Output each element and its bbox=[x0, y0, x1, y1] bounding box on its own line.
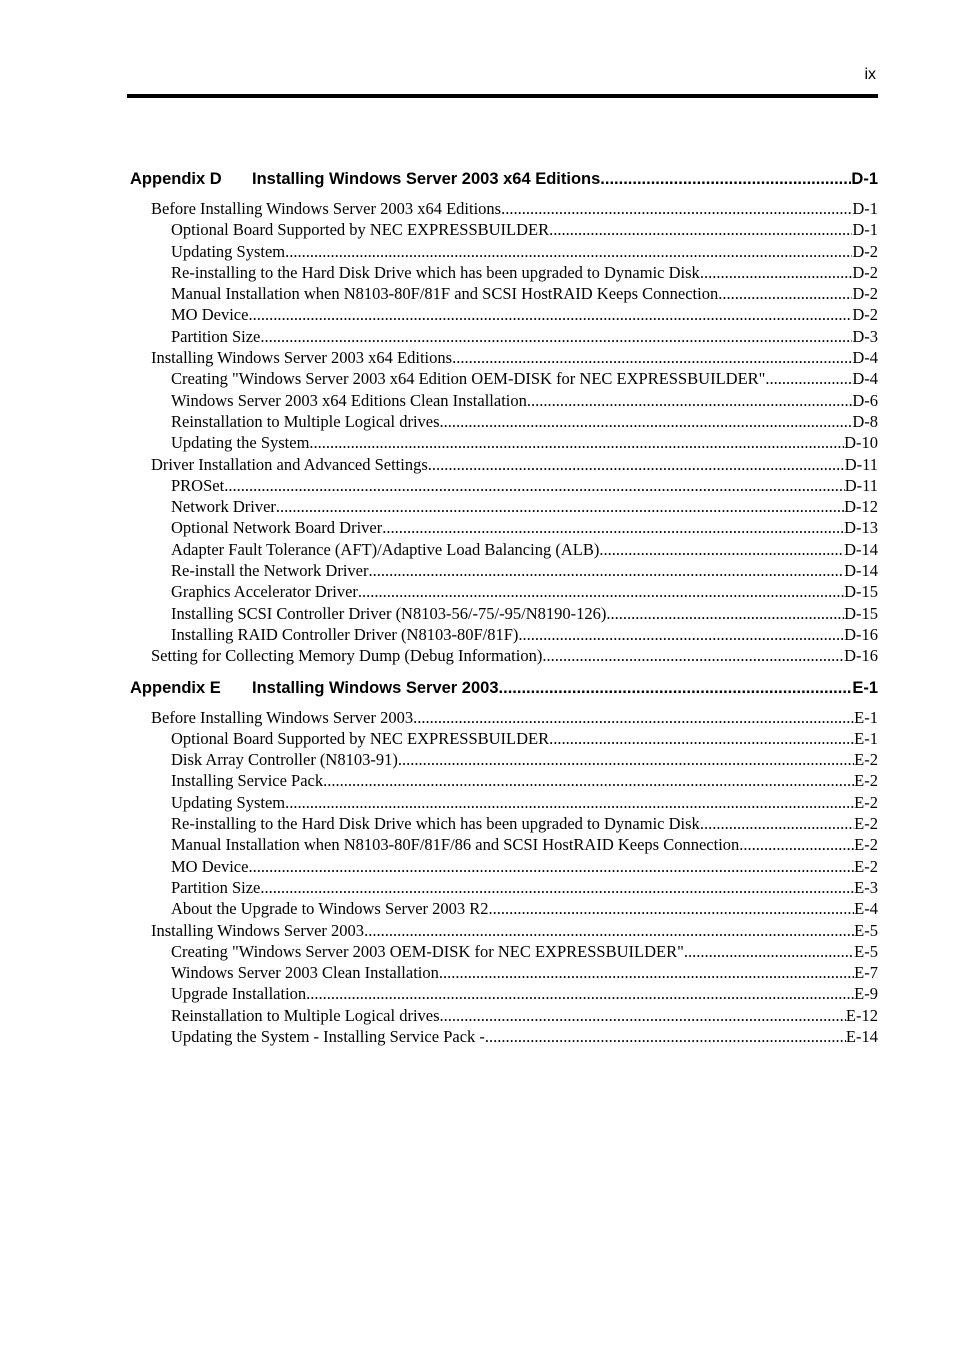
appendix-heading[interactable] bbox=[130, 166, 878, 192]
toc-entry-title: Optional Network Board Driver bbox=[171, 518, 383, 538]
dot-leader bbox=[549, 219, 852, 240]
toc-entry-title: Partition Size bbox=[171, 877, 261, 897]
dot-leader bbox=[718, 283, 852, 304]
toc-entry-page: E-2 bbox=[854, 835, 878, 855]
toc-entry-page: E-2 bbox=[854, 771, 878, 791]
toc-subsection-entry[interactable] bbox=[130, 728, 878, 749]
toc-entry-page: D-3 bbox=[852, 326, 878, 346]
toc-entry-page: D-11 bbox=[844, 454, 878, 474]
toc-entry-page: D-1 bbox=[852, 199, 878, 218]
toc-entry-page: D-4 bbox=[852, 369, 878, 389]
toc-subsection-entry[interactable] bbox=[130, 304, 878, 325]
dot-leader bbox=[542, 645, 844, 666]
toc-subsection-entry[interactable] bbox=[130, 898, 878, 919]
dot-leader bbox=[248, 304, 852, 325]
dot-leader bbox=[285, 241, 852, 262]
dot-leader bbox=[518, 624, 844, 645]
dot-leader bbox=[549, 728, 854, 749]
toc-subsection-entry[interactable] bbox=[130, 432, 878, 453]
toc-entry-title: Re-installing to the Hard Disk Drive which has been upgraded to Dynamic Disk bbox=[171, 262, 700, 282]
toc-entry-title: Manual Installation when N8103-80F/81F/86 and SCSI HostRAID Keeps Connection bbox=[171, 835, 740, 855]
toc-entry-page: E-2 bbox=[854, 792, 878, 812]
dot-leader bbox=[485, 1026, 846, 1047]
dot-leader bbox=[248, 856, 854, 877]
toc-entry-page: D-2 bbox=[852, 262, 878, 282]
page-number: ix bbox=[864, 66, 876, 83]
toc-subsection-entry[interactable] bbox=[130, 770, 878, 791]
toc-subsection-entry[interactable] bbox=[130, 496, 878, 517]
toc-subsection-entry[interactable] bbox=[130, 983, 878, 1004]
toc-section-entry[interactable] bbox=[130, 347, 878, 368]
toc-entry-title: Re-installing to the Hard Disk Drive which has been upgraded to Dynamic Disk bbox=[171, 814, 700, 834]
toc-entry-page: D-14 bbox=[844, 539, 878, 559]
toc-subsection-entry[interactable] bbox=[130, 962, 878, 983]
toc-subsection-entry[interactable] bbox=[130, 624, 878, 645]
toc-entry-title: Graphics Accelerator Driver bbox=[171, 582, 358, 602]
toc-subsection-entry[interactable] bbox=[130, 368, 878, 389]
toc-section-entry[interactable] bbox=[130, 920, 878, 941]
appendix-label: Appendix D bbox=[130, 170, 222, 188]
toc-subsection-entry[interactable] bbox=[130, 792, 878, 813]
appendix-heading-title bbox=[130, 675, 499, 701]
toc-entry-title: Driver Installation and Advanced Settings bbox=[151, 454, 428, 474]
dot-leader bbox=[700, 813, 854, 834]
dot-leader bbox=[276, 496, 844, 517]
toc-entry-page: D-2 bbox=[852, 284, 878, 304]
appendix-title: Installing Windows Server 2003 x64 Editions bbox=[252, 170, 601, 188]
toc-entry-title: Creating "Windows Server 2003 OEM-DISK for NEC EXPRESSBUILDER" bbox=[171, 941, 684, 961]
appendix-heading-title bbox=[130, 166, 600, 192]
toc-section-entry[interactable] bbox=[130, 198, 878, 219]
toc-entry-page: E-2 bbox=[854, 750, 878, 770]
toc-entry-page: E-1 bbox=[854, 728, 878, 748]
dot-leader bbox=[260, 877, 854, 898]
toc-entry-page: E-7 bbox=[854, 963, 878, 983]
dot-leader bbox=[440, 1005, 846, 1026]
toc-subsection-entry[interactable] bbox=[130, 241, 878, 262]
appendix-page-ref: D-1 bbox=[851, 170, 878, 188]
toc-subsection-entry[interactable] bbox=[130, 1026, 878, 1047]
toc-entry-page: E-3 bbox=[854, 877, 878, 897]
toc-entry-page: D-2 bbox=[852, 241, 878, 261]
toc-entry-page: D-8 bbox=[852, 411, 878, 431]
dot-leader bbox=[358, 581, 844, 602]
toc-entry-title: Reinstallation to Multiple Logical drives bbox=[171, 411, 440, 431]
dot-leader bbox=[260, 326, 852, 347]
header-rule bbox=[127, 94, 878, 98]
dot-leader bbox=[501, 198, 852, 219]
toc-entry-title: Updating the System - Installing Service Pack - bbox=[171, 1026, 485, 1046]
appendix-label: Appendix E bbox=[130, 678, 221, 697]
dot-leader bbox=[368, 560, 844, 581]
appendix-title: Installing Windows Server 2003 bbox=[252, 678, 499, 697]
toc-entry-title: Reinstallation to Multiple Logical drives bbox=[171, 1005, 440, 1025]
toc-subsection-entry[interactable] bbox=[130, 834, 878, 855]
toc-entry-title: Updating System bbox=[171, 241, 286, 261]
dot-leader bbox=[452, 347, 852, 368]
dot-leader bbox=[527, 390, 852, 411]
dot-leader bbox=[440, 411, 853, 432]
dot-leader bbox=[364, 920, 854, 941]
toc-entry-page: E-14 bbox=[845, 1026, 878, 1046]
toc-entry-title: Optional Board Supported by NEC EXPRESSBUILDER bbox=[171, 220, 550, 240]
toc-subsection-entry[interactable] bbox=[130, 539, 878, 560]
toc-entry-page: E-5 bbox=[854, 941, 878, 961]
dot-leader bbox=[382, 517, 844, 538]
toc-entry-page: E-1 bbox=[854, 707, 878, 727]
toc-entry-title: Disk Array Controller (N8103-91) bbox=[171, 750, 398, 770]
dot-leader bbox=[309, 432, 844, 453]
toc-subsection-entry[interactable] bbox=[130, 411, 878, 432]
toc-entry-page: E-12 bbox=[845, 1005, 878, 1025]
toc-subsection-entry[interactable] bbox=[130, 475, 878, 496]
toc-subsection-entry[interactable] bbox=[130, 813, 878, 834]
dot-leader bbox=[306, 983, 854, 1004]
dot-leader bbox=[765, 368, 852, 389]
toc-entry-page: D-14 bbox=[844, 561, 878, 581]
toc-entry-title: Installing Windows Server 2003 bbox=[151, 920, 365, 940]
dot-leader bbox=[323, 770, 854, 791]
toc-subsection-entry[interactable] bbox=[130, 326, 878, 347]
toc-subsection-entry[interactable] bbox=[130, 219, 878, 240]
toc-entry-page: E-2 bbox=[854, 856, 878, 876]
toc-entry-page: E-5 bbox=[854, 920, 878, 940]
toc-entry-title: Creating "Windows Server 2003 x64 Edition OEM-DISK for NEC EXPRESSBUILDER" bbox=[171, 369, 766, 389]
toc-entry-page: D-15 bbox=[844, 582, 878, 602]
dot-leader bbox=[224, 475, 845, 496]
toc-entry-title: Updating System bbox=[171, 792, 286, 812]
toc-entry-title: Installing Windows Server 2003 x64 Editions bbox=[151, 348, 453, 368]
toc-entry-title: Adapter Fault Tolerance (AFT)/Adaptive Load Balancing (ALB) bbox=[171, 539, 600, 559]
toc-entry-title: Windows Server 2003 Clean Installation bbox=[171, 963, 439, 983]
toc-entry-title: Before Installing Windows Server 2003 x64 Editions bbox=[151, 199, 502, 218]
toc-entry-title: About the Upgrade to Windows Server 2003 R2 bbox=[171, 899, 489, 919]
toc-entry-page: D-4 bbox=[852, 348, 878, 368]
dot-leader bbox=[599, 539, 844, 560]
dot-leader bbox=[606, 603, 844, 624]
toc-section-entry[interactable] bbox=[130, 454, 878, 475]
toc-subsection-entry[interactable] bbox=[130, 603, 878, 624]
toc-entry-title: Updating the System bbox=[171, 433, 310, 453]
toc-subsection-entry[interactable] bbox=[130, 283, 878, 304]
toc-entry-title: Network Driver bbox=[171, 497, 276, 517]
dot-leader bbox=[398, 749, 854, 770]
toc-entry-title: Installing RAID Controller Driver (N8103-80F/81F) bbox=[171, 624, 519, 644]
appendix-page-ref: E-1 bbox=[852, 678, 878, 697]
appendix-heading[interactable] bbox=[130, 675, 878, 701]
table-of-contents bbox=[130, 166, 878, 1047]
toc-subsection-entry[interactable] bbox=[130, 941, 878, 962]
toc-entry-page: D-11 bbox=[844, 475, 878, 495]
toc-entry-page: E-2 bbox=[854, 814, 878, 834]
toc-entry-title: Manual Installation when N8103-80F/81F and SCSI HostRAID Keeps Connection bbox=[171, 284, 719, 304]
dot-leader bbox=[600, 166, 851, 192]
toc-entry-title: Installing SCSI Controller Driver (N8103-56/-75/-95/N8190-126) bbox=[171, 603, 607, 623]
dot-leader bbox=[739, 834, 854, 855]
dot-leader bbox=[439, 962, 854, 983]
toc-subsection-entry[interactable] bbox=[130, 517, 878, 538]
toc-entry-page: D-6 bbox=[852, 390, 878, 410]
appendix-section bbox=[130, 675, 878, 1048]
toc-subsection-entry[interactable] bbox=[130, 877, 878, 898]
toc-entry-title: Setting for Collecting Memory Dump (Debug Information) bbox=[151, 646, 543, 666]
toc-subsection-entry[interactable] bbox=[130, 1005, 878, 1026]
toc-entry-page: D-16 bbox=[844, 624, 878, 644]
toc-subsection-entry[interactable] bbox=[130, 390, 878, 411]
toc-entry-title: Upgrade Installation bbox=[171, 984, 307, 1004]
toc-entry-title: Installing Service Pack bbox=[171, 771, 324, 791]
dot-leader bbox=[499, 675, 853, 701]
toc-entry-page: D-13 bbox=[844, 518, 878, 538]
toc-entry-page: E-9 bbox=[854, 984, 878, 1004]
toc-entry-page: D-15 bbox=[844, 603, 878, 623]
toc-section-entry[interactable] bbox=[130, 645, 878, 666]
dot-leader bbox=[413, 707, 854, 728]
dot-leader bbox=[428, 454, 845, 475]
toc-entry-title: Optional Board Supported by NEC EXPRESSBUILDER bbox=[171, 728, 550, 748]
toc-entry-page: D-12 bbox=[844, 497, 878, 517]
dot-leader bbox=[285, 792, 854, 813]
dot-leader bbox=[489, 898, 855, 919]
toc-subsection-entry[interactable] bbox=[130, 262, 878, 283]
toc-subsection-entry[interactable] bbox=[130, 560, 878, 581]
toc-entry-title: PROSet bbox=[171, 475, 225, 495]
toc-entry-page: E-4 bbox=[854, 899, 878, 919]
toc-subsection-entry[interactable] bbox=[130, 749, 878, 770]
toc-entry-title: MO Device bbox=[171, 305, 249, 325]
dot-leader bbox=[684, 941, 854, 962]
toc-entry-title: MO Device bbox=[171, 856, 249, 876]
toc-entry-title: Windows Server 2003 x64 Editions Clean Installation bbox=[171, 390, 527, 410]
toc-entry-title: Re-install the Network Driver bbox=[171, 561, 369, 581]
toc-entry-title: Partition Size bbox=[171, 326, 261, 346]
dot-leader bbox=[700, 262, 853, 283]
appendix-section bbox=[130, 166, 878, 667]
toc-subsection-entry[interactable] bbox=[130, 581, 878, 602]
toc-entry-page: D-1 bbox=[852, 220, 878, 240]
toc-entry-page: D-10 bbox=[844, 433, 878, 453]
toc-entry-page: D-2 bbox=[852, 305, 878, 325]
toc-entry-title: Before Installing Windows Server 2003 bbox=[151, 707, 414, 727]
toc-section-entry[interactable] bbox=[130, 707, 878, 728]
toc-subsection-entry[interactable] bbox=[130, 856, 878, 877]
toc-entry-page: D-16 bbox=[844, 646, 878, 666]
